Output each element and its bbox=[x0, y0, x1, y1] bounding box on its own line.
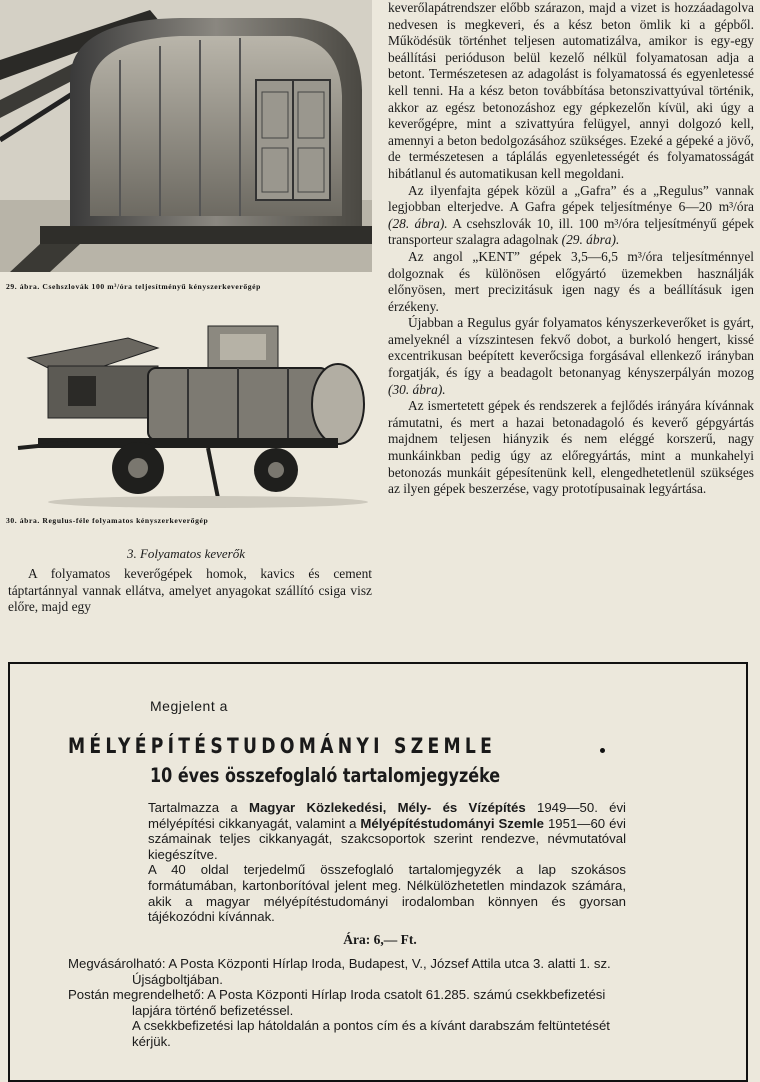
left-paragraph-1: A folyamatos keverőgépek homok, kavics és cement táptartánnyal vannak ellátva, amelyet anyagokat szállító csiga visz előre, majd egy bbox=[8, 566, 372, 615]
announcement-subtitle: 10 éves összefoglaló tartalomjegyzéke bbox=[150, 764, 501, 787]
order-purchase-line: Megvásárolható: A Posta Központi Hírlap Iroda, Budapest, V., József Attila utca 3. alatti 1. sz. Újságboltjában. bbox=[68, 956, 611, 987]
para2-text: Az ilyenfajta gépek közül a „Gafra” és a „Regulus” vannak legjobban elterjedve. A Gafra gépek teljesítménye 6—20 m³/óra bbox=[388, 182, 754, 215]
announcement-box bbox=[8, 662, 748, 1082]
announcement-price: Ára: 6,— Ft. bbox=[343, 932, 417, 947]
figure-29-caption: 29. ábra. Csehszlovák 100 m³/óra teljesítményű kényszerkeverőgép bbox=[6, 282, 261, 291]
para4-text: Újabban a Regulus gyár folyamatos kényszerkeverőket is gyárt, amelyeknél a vízszintesen fekvő dobot, a burkoló hengert, kissé excentrikusan beépített keverőcsiga forgásával ellenkező irányban forgatják, és így a beadagolt betonanyag kényszerpályán mozog bbox=[388, 315, 754, 381]
right-paragraph-3: Az angol „KENT” gépek 3,5—6,5 m³/óra teljesítménnyel dolgoznak és különösen előgyártó üzemekben használják előnyösen, mert precizitásuk igen nagy és a beállításuk igen érzékeny. bbox=[388, 248, 754, 314]
journal-name-bold: Magyar Közlekedési, Mély- és Vízépítés bbox=[248, 800, 526, 815]
announcement-intro: Megjelent a bbox=[150, 698, 228, 714]
announcement-title: MÉLYÉPÍTÉSTUDOMÁNYI SZEMLE bbox=[68, 734, 497, 758]
figure-28-reference: (28. ábra). bbox=[388, 215, 448, 231]
section-subheading: 3. Folyamatos keverők bbox=[126, 546, 246, 561]
figure-30-reference: (30. ábra). bbox=[388, 381, 446, 397]
body-text: 1951—60 évi számainak teljes cikkanyagát, szakcsoportok szerint rendezve, névmutatóval kiegészítve. bbox=[148, 815, 626, 862]
ordering-info bbox=[68, 956, 648, 1050]
figure-30-caption: 30. ábra. Regulus-féle folyamatos kényszerkeverőgép bbox=[6, 516, 209, 525]
figure-29-reference: (29. ábra). bbox=[561, 232, 620, 248]
order-postal-line: Postán megrendelhető: A Posta Központi Hírlap Iroda csatolt 61.285. számú csekkbefizetési lapjára történő befizetéssel. bbox=[68, 987, 606, 1018]
announcement-body bbox=[148, 800, 626, 925]
left-column-text bbox=[8, 566, 372, 616]
figure-29-photo bbox=[0, 0, 372, 272]
para2-tail-text: A csehszlovák 10, ill. 100 m³/óra teljesítményű gépek transporteur szalagra adagolnak bbox=[388, 215, 755, 248]
mixer-photo-illustration bbox=[0, 0, 372, 272]
right-column-text bbox=[388, 0, 754, 498]
regulus-mixer-illustration bbox=[8, 318, 372, 512]
body-text: Tartalmazza a bbox=[148, 800, 249, 815]
journal-name-bold: Mélyépítéstudományi Szemle bbox=[360, 815, 544, 831]
right-paragraph-2 bbox=[388, 183, 754, 249]
right-paragraph-4 bbox=[388, 315, 754, 398]
body-text: 1949—50. évi mélyépítési cikkanyagát, valamint a bbox=[148, 800, 626, 831]
figure-30-photo bbox=[8, 318, 372, 512]
order-note-line: A csekkbefizetési lap hátoldalán a pontos cím és a kívánt darabszám feltüntetését kérjük. bbox=[132, 1018, 610, 1049]
announcement-paragraph-2: A 40 oldal terjedelmű összefoglaló tartalomjegyzék a lap szokásos formátumában, kartonborítóval jelent meg. Nélkülözhetetlen mindazok számára, akik a magyar mélyépítéstudományi irodalomban könnyen és gyorsan tájékozódni kívánnak. bbox=[148, 862, 626, 925]
right-paragraph-5: Az ismertetett gépek és rendszerek a fejlődés irányára kívánnak rámutatni, és mert a hazai betonadagoló és keverő gépgyártás majdnem teljesen hiányzik és nem eléggé korszerű, nagy munkáinkban pedig úgy az előregyártás, mint a munkahelyi betonozás munkáit gépesítenünk kell, elengedhetetlenül szükséges az ilyen gépek beszerzése, vagy prototípusainak legyártása. bbox=[388, 398, 754, 497]
decorative-dot bbox=[600, 748, 605, 753]
announcement-paragraph-1 bbox=[148, 800, 626, 862]
right-paragraph-1: keverőlapátrendszer előbb szárazon, majd a vizet is hozzáadagolva nedvesen is megkeveri, és a kész beton ömlik ki a gépből. Működésük történhet teljesen automatizálva, amikor is egy-egy beállítási perióduson belül kezelő nélkül folyamatosan adja a betont. Természetesen az adagolást is folyamatossá és egyenletessé kell tenni. Ha a kész beton továbbítása betonszivattyúval történik, akkor az egész betonozáshoz egy gépkezelőn kívül, aki úgy a keverőgépre, mint a szivattyúra felügyel, annyi dolgozó kell, amennyi a beton bedolgozásához szükséges. Ezeké a gépeké a jövő, de természetesen a táplálás egyenletességét és folyamatosságát hibátlanul és automatikusan kell megoldani. bbox=[388, 0, 754, 181]
